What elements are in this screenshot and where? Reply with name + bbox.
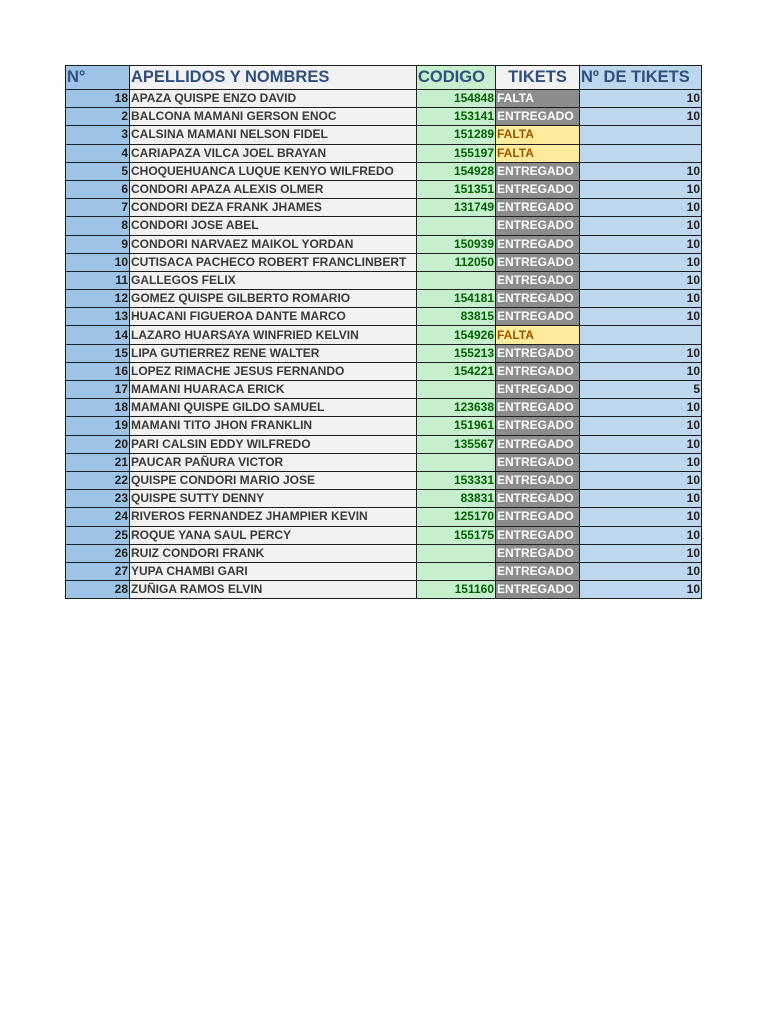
- row-count-cell[interactable]: 10: [580, 271, 702, 289]
- row-count-cell[interactable]: 10: [580, 526, 702, 544]
- row-code-cell[interactable]: 154221: [417, 362, 496, 380]
- row-name-cell[interactable]: ROQUE YANA SAUL PERCY: [130, 526, 417, 544]
- row-code-cell[interactable]: [417, 217, 496, 235]
- row-num-cell[interactable]: 14: [66, 326, 130, 344]
- header-row: [66, 66, 702, 90]
- table-row: [66, 253, 702, 271]
- row-count-cell[interactable]: [580, 144, 702, 162]
- row-num-cell[interactable]: 28: [66, 581, 130, 599]
- row-name-cell[interactable]: CALSINA MAMANI NELSON FIDEL: [130, 126, 417, 144]
- table-row: [66, 108, 702, 126]
- table-row: [66, 144, 702, 162]
- table-row: [66, 490, 702, 508]
- table-row: [66, 344, 702, 362]
- table-row: [66, 217, 702, 235]
- row-name-cell[interactable]: CONDORI APAZA ALEXIS OLMER: [130, 180, 417, 198]
- row-count-cell[interactable]: 10: [580, 362, 702, 380]
- row-name-cell[interactable]: QUISPE CONDORI MARIO JOSE: [130, 471, 417, 489]
- row-tikets-cell[interactable]: ENTREGADO: [496, 180, 580, 198]
- row-code-cell[interactable]: 154848: [417, 90, 496, 108]
- row-num-cell[interactable]: 18: [66, 399, 130, 417]
- row-num-cell[interactable]: 19: [66, 417, 130, 435]
- row-count-cell[interactable]: 10: [580, 453, 702, 471]
- row-num-cell[interactable]: 13: [66, 308, 130, 326]
- row-name-cell[interactable]: CHOQUEHUANCA LUQUE KENYO WILFREDO: [130, 162, 417, 180]
- row-code-cell[interactable]: 123638: [417, 399, 496, 417]
- row-tikets-cell[interactable]: ENTREGADO: [496, 217, 580, 235]
- table-row: [66, 362, 702, 380]
- row-code-cell[interactable]: 155213: [417, 344, 496, 362]
- table-row: [66, 417, 702, 435]
- row-name-cell[interactable]: ZUÑIGA RAMOS ELVIN: [130, 581, 417, 599]
- table-row: [66, 435, 702, 453]
- row-name-cell[interactable]: MAMANI QUISPE GILDO SAMUEL: [130, 399, 417, 417]
- row-name-cell[interactable]: HUACANI FIGUEROA DANTE MARCO: [130, 308, 417, 326]
- row-num-cell[interactable]: 6: [66, 180, 130, 198]
- table-row: [66, 508, 702, 526]
- row-code-cell[interactable]: [417, 544, 496, 562]
- row-count-cell[interactable]: 10: [580, 562, 702, 580]
- row-name-cell[interactable]: QUISPE SUTTY DENNY: [130, 490, 417, 508]
- row-code-cell[interactable]: 153141: [417, 108, 496, 126]
- row-count-cell[interactable]: 10: [580, 544, 702, 562]
- row-name-cell[interactable]: GOMEZ QUISPE GILBERTO ROMARIO: [130, 290, 417, 308]
- table-row: [66, 453, 702, 471]
- tickets-sheet: [65, 65, 702, 599]
- row-num-cell[interactable]: 27: [66, 562, 130, 580]
- row-name-cell[interactable]: APAZA QUISPE ENZO DAVID: [130, 90, 417, 108]
- table-row: [66, 308, 702, 326]
- row-code-cell[interactable]: 83815: [417, 308, 496, 326]
- row-code-cell[interactable]: 154181: [417, 290, 496, 308]
- row-num-cell[interactable]: 4: [66, 144, 130, 162]
- row-tikets-cell[interactable]: ENTREGADO: [496, 381, 580, 399]
- row-num-cell[interactable]: 3: [66, 126, 130, 144]
- row-code-cell[interactable]: [417, 271, 496, 289]
- row-tikets-cell[interactable]: FALTA: [496, 144, 580, 162]
- row-num-cell[interactable]: 18: [66, 90, 130, 108]
- header-name[interactable]: APELLIDOS Y NOMBRES: [130, 66, 417, 90]
- row-count-cell[interactable]: 10: [580, 508, 702, 526]
- table-row: [66, 235, 702, 253]
- row-num-cell[interactable]: 10: [66, 253, 130, 271]
- row-count-cell[interactable]: 10: [580, 344, 702, 362]
- row-num-cell[interactable]: 21: [66, 453, 130, 471]
- row-tikets-cell[interactable]: FALTA: [496, 90, 580, 108]
- row-count-cell[interactable]: 10: [580, 399, 702, 417]
- row-tikets-cell[interactable]: ENTREGADO: [496, 290, 580, 308]
- row-num-cell[interactable]: 26: [66, 544, 130, 562]
- row-num-cell[interactable]: 8: [66, 217, 130, 235]
- row-name-cell[interactable]: RUIZ CONDORI FRANK: [130, 544, 417, 562]
- row-tikets-cell[interactable]: ENTREGADO: [496, 235, 580, 253]
- row-count-cell[interactable]: 10: [580, 471, 702, 489]
- row-code-cell[interactable]: 154926: [417, 326, 496, 344]
- table-row: [66, 199, 702, 217]
- row-num-cell[interactable]: 9: [66, 235, 130, 253]
- row-tikets-cell[interactable]: ENTREGADO: [496, 544, 580, 562]
- sheet-header: [66, 66, 702, 90]
- row-count-cell[interactable]: 10: [580, 235, 702, 253]
- row-count-cell[interactable]: [580, 126, 702, 144]
- row-count-cell[interactable]: 10: [580, 90, 702, 108]
- table-row: [66, 399, 702, 417]
- row-name-cell[interactable]: MAMANI HUARACA ERICK: [130, 381, 417, 399]
- row-count-cell[interactable]: 10: [580, 217, 702, 235]
- row-num-cell[interactable]: 23: [66, 490, 130, 508]
- row-num-cell[interactable]: 24: [66, 508, 130, 526]
- row-tikets-cell[interactable]: ENTREGADO: [496, 581, 580, 599]
- table-row: [66, 526, 702, 544]
- table-row: [66, 471, 702, 489]
- row-tikets-cell[interactable]: ENTREGADO: [496, 435, 580, 453]
- row-code-cell[interactable]: 153331: [417, 471, 496, 489]
- row-code-cell[interactable]: 151961: [417, 417, 496, 435]
- table-row: [66, 162, 702, 180]
- row-name-cell[interactable]: LOPEZ RIMACHE JESUS FERNANDO: [130, 362, 417, 380]
- row-name-cell[interactable]: CONDORI JOSE ABEL: [130, 217, 417, 235]
- row-code-cell[interactable]: 83831: [417, 490, 496, 508]
- row-count-cell[interactable]: 10: [580, 417, 702, 435]
- row-code-cell[interactable]: 155175: [417, 526, 496, 544]
- row-tikets-cell[interactable]: FALTA: [496, 126, 580, 144]
- table-row: [66, 271, 702, 289]
- row-code-cell[interactable]: [417, 381, 496, 399]
- row-count-cell[interactable]: 10: [580, 581, 702, 599]
- table-row: [66, 180, 702, 198]
- row-num-cell[interactable]: 11: [66, 271, 130, 289]
- table-row: [66, 90, 702, 108]
- row-tikets-cell[interactable]: ENTREGADO: [496, 271, 580, 289]
- row-num-cell[interactable]: 16: [66, 362, 130, 380]
- row-code-cell[interactable]: 154928: [417, 162, 496, 180]
- table-row: [66, 381, 702, 399]
- row-count-cell[interactable]: 10: [580, 253, 702, 271]
- row-name-cell[interactable]: CARIAPAZA VILCA JOEL BRAYAN: [130, 144, 417, 162]
- table-row: [66, 544, 702, 562]
- row-code-cell[interactable]: 155197: [417, 144, 496, 162]
- row-count-cell[interactable]: 10: [580, 490, 702, 508]
- row-tikets-cell[interactable]: ENTREGADO: [496, 453, 580, 471]
- table-row: [66, 126, 702, 144]
- row-num-cell[interactable]: 5: [66, 162, 130, 180]
- row-tikets-cell[interactable]: ENTREGADO: [496, 399, 580, 417]
- row-name-cell[interactable]: BALCONA MAMANI GERSON ENOC: [130, 108, 417, 126]
- row-tikets-cell[interactable]: ENTREGADO: [496, 471, 580, 489]
- header-count[interactable]: Nº DE TIKETS: [580, 66, 702, 90]
- sheet-body: [66, 90, 702, 599]
- row-name-cell[interactable]: PARI CALSIN EDDY WILFREDO: [130, 435, 417, 453]
- header-tikets[interactable]: TIKETS: [496, 66, 580, 90]
- row-count-cell[interactable]: 10: [580, 199, 702, 217]
- row-count-cell[interactable]: 10: [580, 308, 702, 326]
- row-code-cell[interactable]: [417, 562, 496, 580]
- table-row: [66, 562, 702, 580]
- table-row: [66, 581, 702, 599]
- row-tikets-cell[interactable]: ENTREGADO: [496, 562, 580, 580]
- row-tikets-cell[interactable]: FALTA: [496, 326, 580, 344]
- row-num-cell[interactable]: 12: [66, 290, 130, 308]
- row-num-cell[interactable]: 2: [66, 108, 130, 126]
- row-num-cell[interactable]: 7: [66, 199, 130, 217]
- row-name-cell[interactable]: LIPA GUTIERREZ RENE WALTER: [130, 344, 417, 362]
- row-count-cell[interactable]: 10: [580, 290, 702, 308]
- header-code[interactable]: CODIGO: [417, 66, 496, 90]
- header-num[interactable]: N°: [66, 66, 130, 90]
- row-num-cell[interactable]: 20: [66, 435, 130, 453]
- row-code-cell[interactable]: 135567: [417, 435, 496, 453]
- table-row: [66, 290, 702, 308]
- row-name-cell[interactable]: CUTISACA PACHECO ROBERT FRANCLINBERT: [130, 253, 417, 271]
- row-name-cell[interactable]: CONDORI NARVAEZ MAIKOL YORDAN: [130, 235, 417, 253]
- row-code-cell[interactable]: [417, 453, 496, 471]
- row-num-cell[interactable]: 22: [66, 471, 130, 489]
- row-tikets-cell[interactable]: ENTREGADO: [496, 526, 580, 544]
- row-code-cell[interactable]: 112050: [417, 253, 496, 271]
- row-code-cell[interactable]: 150939: [417, 235, 496, 253]
- row-num-cell[interactable]: 15: [66, 344, 130, 362]
- row-name-cell[interactable]: MAMANI TITO JHON FRANKLIN: [130, 417, 417, 435]
- row-name-cell[interactable]: GALLEGOS FELIX: [130, 271, 417, 289]
- row-num-cell[interactable]: 17: [66, 381, 130, 399]
- row-code-cell[interactable]: 131749: [417, 199, 496, 217]
- row-tikets-cell[interactable]: ENTREGADO: [496, 253, 580, 271]
- row-tikets-cell[interactable]: ENTREGADO: [496, 162, 580, 180]
- table-row: [66, 326, 702, 344]
- row-tikets-cell[interactable]: ENTREGADO: [496, 362, 580, 380]
- row-tikets-cell[interactable]: ENTREGADO: [496, 199, 580, 217]
- row-num-cell[interactable]: 25: [66, 526, 130, 544]
- row-name-cell[interactable]: CONDORI DEZA FRANK JHAMES: [130, 199, 417, 217]
- row-count-cell[interactable]: 10: [580, 435, 702, 453]
- row-code-cell[interactable]: 151351: [417, 180, 496, 198]
- row-name-cell[interactable]: PAUCAR PAÑURA VICTOR: [130, 453, 417, 471]
- row-count-cell[interactable]: 10: [580, 162, 702, 180]
- row-code-cell[interactable]: 125170: [417, 508, 496, 526]
- row-name-cell[interactable]: YUPA CHAMBI GARI: [130, 562, 417, 580]
- row-name-cell[interactable]: RIVEROS FERNANDEZ JHAMPIER KEVIN: [130, 508, 417, 526]
- row-code-cell[interactable]: 151160: [417, 581, 496, 599]
- row-tikets-cell[interactable]: ENTREGADO: [496, 344, 580, 362]
- row-code-cell[interactable]: 151289: [417, 126, 496, 144]
- row-count-cell[interactable]: [580, 326, 702, 344]
- row-tikets-cell[interactable]: ENTREGADO: [496, 490, 580, 508]
- row-count-cell[interactable]: 5: [580, 381, 702, 399]
- row-name-cell[interactable]: LAZARO HUARSAYA WINFRIED KELVIN: [130, 326, 417, 344]
- row-count-cell[interactable]: 10: [580, 180, 702, 198]
- row-count-cell[interactable]: 10: [580, 108, 702, 126]
- row-tikets-cell[interactable]: ENTREGADO: [496, 108, 580, 126]
- row-tikets-cell[interactable]: ENTREGADO: [496, 308, 580, 326]
- row-tikets-cell[interactable]: ENTREGADO: [496, 508, 580, 526]
- row-tikets-cell[interactable]: ENTREGADO: [496, 417, 580, 435]
